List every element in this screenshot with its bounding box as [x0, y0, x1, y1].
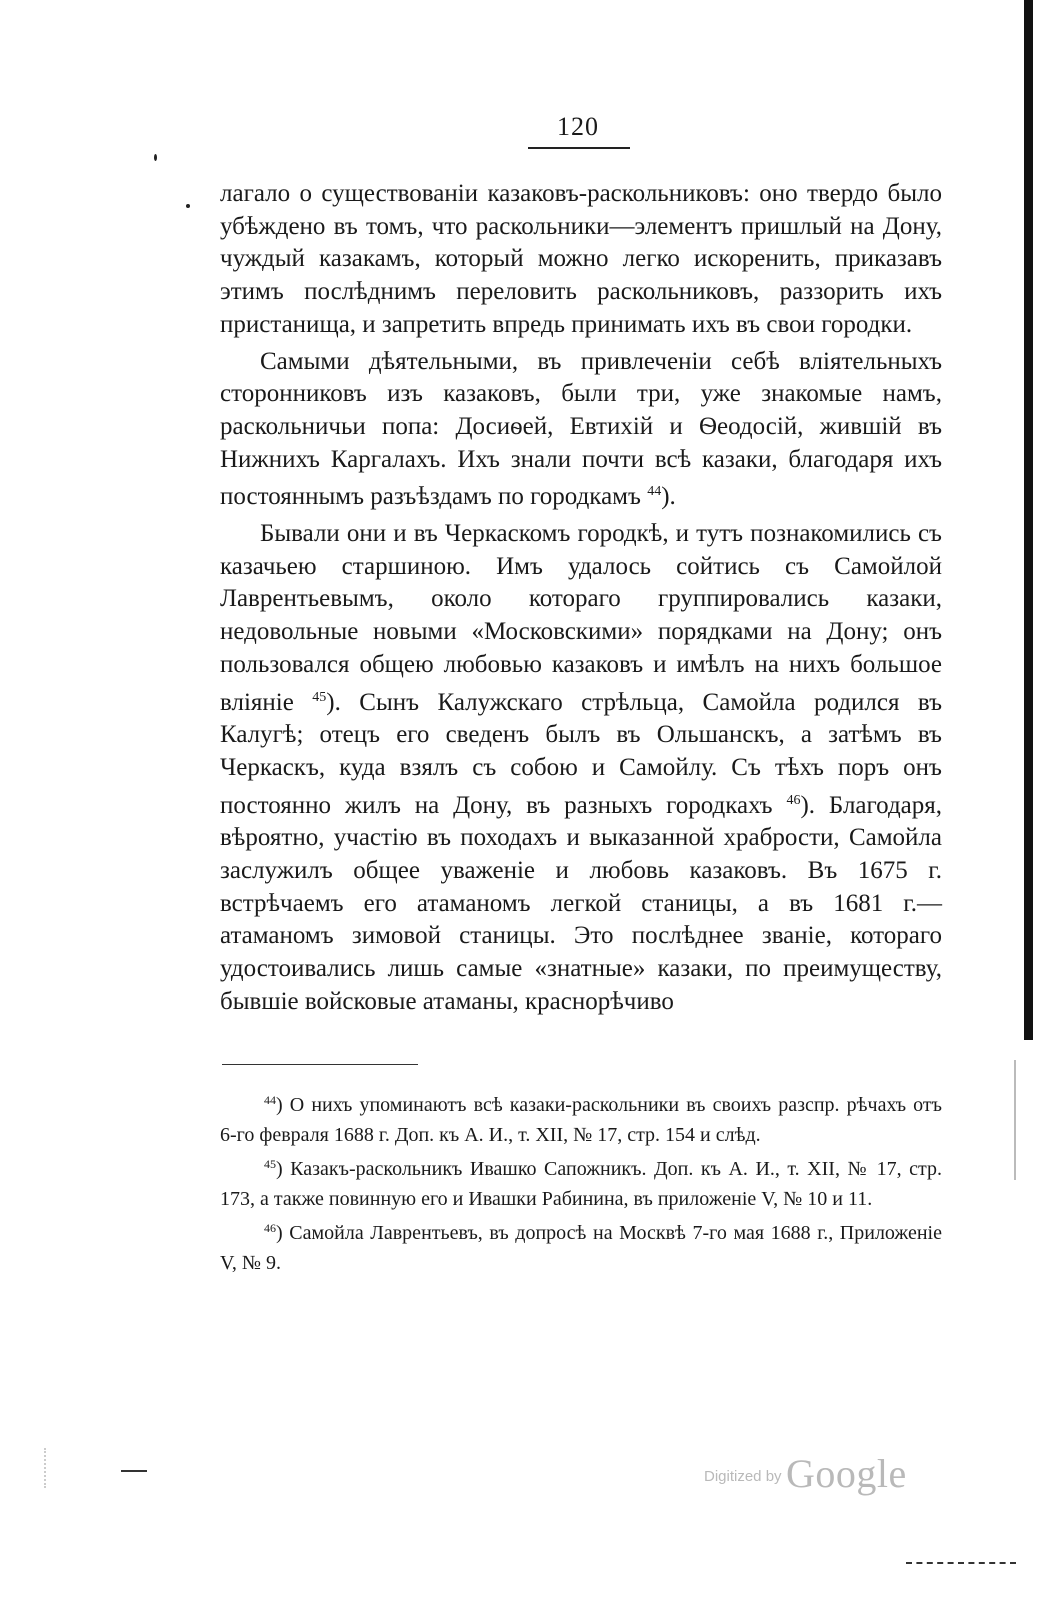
- paragraph-text-tail: ). Благодаря, вѣроятно, участiю въ походахъ и выказанной храбрости, Самойла заслужилъ общее уваженiе и любовь казаковъ. Въ 1675 г. встрѣчаемъ его атаманомъ легкой станицы, а въ 1681 г.—атаманомъ зимовой станицы. Это послѣднее званiе, котораго удостоивались лишь самые «знатные» казаки, по преимуществу, бывшiе войсковые атаманы, краснорѣчиво: [220, 791, 943, 1015]
- footnote-46: [220, 1214, 942, 1278]
- footnote-44: [220, 1086, 942, 1150]
- page-bottom-rule: [906, 1562, 1016, 1564]
- ink-speck: [186, 204, 190, 208]
- body-text: [220, 178, 942, 1019]
- page-number: 120: [557, 112, 599, 141]
- ink-speck: [154, 154, 157, 161]
- paragraph-text-middle: ). Сынъ Калужскаго стрѣльца, Самойла родился въ Калугѣ; отецъ его сведенъ былъ въ Ольшанскъ, а затѣмъ въ Черкаскъ, куда взялъ съ собою и Самойлу. Съ тѣхъ поръ онъ постоянно жилъ на Дону, въ разныхъ городкахъ: [220, 688, 942, 819]
- google-logo: Google: [786, 1451, 907, 1496]
- footnotes: [220, 1086, 942, 1278]
- footnote-mark: 45: [264, 1157, 276, 1171]
- paragraph-text: Бывали они и въ Черкаскомъ городкѣ, и тутъ познакомились съ казачьею старшиною. Имъ удалось сойтись съ Самойлой Лаврентьевымъ, около котораго группировались казаки, недовольные новыми «Московскими» порядками на Дону; онъ пользовался общею любовью казаковъ и имѣлъ на нихъ большое влiянiе: [220, 520, 942, 716]
- footnote-45: [220, 1150, 942, 1214]
- paragraph-2: [220, 346, 942, 515]
- paragraph-text: Самыми дѣятельными, въ привлеченiи себѣ влiятельныхъ сторонниковъ изъ казаковъ, были три, уже знакомые намъ, раскольничьи попа: Досиѳей, Евтихiй и Ѳеодосiй, жившiй въ Нижнихъ Каргалахъ. Ихъ знали почти всѣ казаки, благодаря ихъ постояннымъ разъѣздамъ по городкамъ: [220, 347, 942, 511]
- paragraph-3: [220, 518, 942, 1019]
- footnote-text: ) О нихъ упоминаютъ всѣ казаки-раскольники въ своихъ разспр. рѣчахъ отъ 6-го февраля 1688 г. Доп. къ А. И., т. XII, № 17, стр. 154 и слѣд.: [220, 1094, 942, 1146]
- margin-dash: [121, 1470, 147, 1472]
- footnote-text: ) Самойла Лаврентьевъ, въ допросѣ на Москвѣ 7-го мая 1688 г., Приложенiе V, № 9.: [220, 1222, 942, 1274]
- margin-marks: [44, 1448, 49, 1488]
- paragraph-text: лагало о существованiи казаковъ-раскольниковъ: оно твердо было убѣждено въ томъ, что раскольники—элементъ пришлый на Дону, чуждый казакамъ, который можно легко искоренить, приказавъ этимъ послѣднимъ переловить раскольниковъ, раззорить ихъ пристанища, и запретить впредь принимать ихъ въ свои городки.: [220, 180, 942, 338]
- footnote-mark: 44: [264, 1093, 276, 1107]
- footnote-ref: 45: [312, 689, 327, 705]
- digitized-watermark: [704, 1450, 907, 1497]
- footnote-separator: [222, 1064, 418, 1065]
- footnote-text: ) Казакъ-раскольникъ Ивашко Сапожникъ. Доп. къ А. И., т. XII, № 17, стр. 173, а также повинную его и Ивашки Рабинина, въ приложенiе V, № 10 и 11.: [220, 1158, 942, 1210]
- paragraph-text-tail: ).: [661, 483, 676, 511]
- footnote-ref: 46: [786, 792, 801, 808]
- page-edge-line: [1014, 1060, 1016, 1180]
- footnote-ref: 44: [647, 484, 662, 500]
- paragraph-1: [220, 178, 942, 342]
- footnote-mark: 46: [264, 1221, 276, 1235]
- page-edge-shadow: [1024, 0, 1033, 1040]
- page-number-rule: [528, 147, 630, 149]
- watermark-prefix: Digitized by: [704, 1468, 782, 1485]
